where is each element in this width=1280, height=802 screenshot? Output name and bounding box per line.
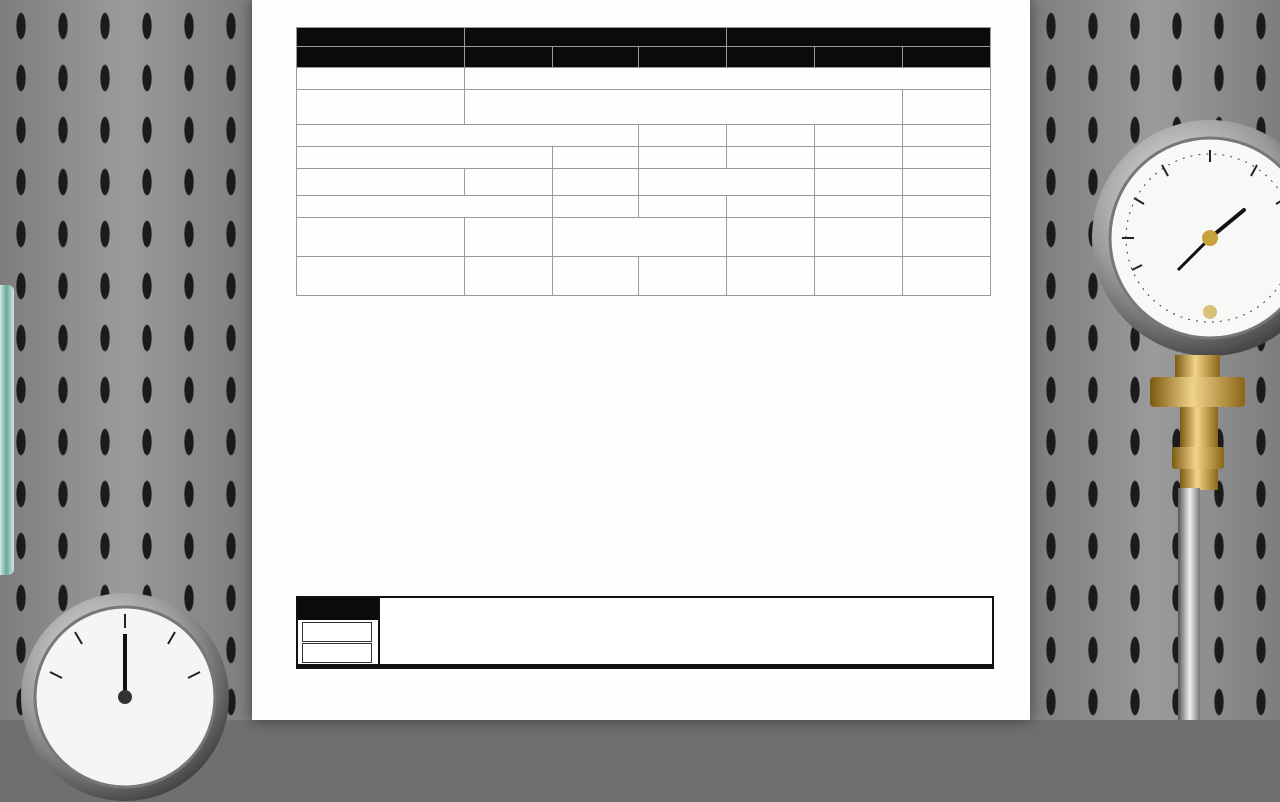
empty-cell [815, 196, 903, 218]
spec-sheet [252, 0, 1030, 720]
row-bc-c1 [465, 257, 553, 296]
empty-cell [903, 196, 991, 218]
fbaqe-c2 [553, 169, 639, 196]
legend-divider [378, 598, 380, 664]
sub-header [553, 47, 639, 68]
sub-header [727, 47, 815, 68]
row-bc-c3 [639, 257, 727, 296]
fbaqe-c3 [639, 169, 815, 196]
subgrid-label [297, 68, 465, 90]
section-a-label [297, 125, 639, 147]
empty-cell [553, 147, 639, 169]
subgrid-right-cell [903, 90, 991, 125]
legend-head [298, 598, 378, 620]
sub-header [465, 47, 553, 68]
spec-table [296, 27, 991, 296]
empty-cell [903, 147, 991, 169]
sub-header-blank [297, 47, 465, 68]
row-bb-c2 [553, 218, 727, 257]
empty-cell [727, 147, 815, 169]
empty-cell [815, 147, 903, 169]
empty-cell [903, 169, 991, 196]
row-bc-label [297, 257, 465, 296]
legend-code-box [302, 622, 372, 642]
empty-cell [727, 196, 815, 218]
row-bb-c1 [465, 218, 553, 257]
empty-cell [903, 257, 991, 296]
subgrid-top-row [465, 68, 991, 90]
fbaqe-label [297, 169, 465, 196]
subgrid-blank [297, 90, 465, 125]
row-bb-c3 [727, 218, 815, 257]
section-b-label [297, 147, 553, 169]
empty-cell [553, 196, 639, 218]
row-bb-c4 [815, 218, 903, 257]
section-b-right2 [903, 125, 991, 147]
row-bc-c4 [727, 257, 815, 296]
empty-cell [727, 125, 815, 147]
empty-cell [815, 169, 903, 196]
empty-cell [639, 196, 727, 218]
brass-fitting [1150, 355, 1245, 490]
glass-tube [0, 285, 14, 575]
legend-code-box [302, 643, 372, 663]
empty-cell [903, 218, 991, 257]
row-bc-c2 [553, 257, 639, 296]
group-header [727, 28, 991, 47]
sub-header [639, 47, 727, 68]
row-bb-label [297, 218, 465, 257]
section-c-label [297, 196, 553, 218]
subgrid-codes-cell [465, 90, 903, 125]
section-b-note [639, 147, 727, 169]
sub-header [903, 47, 991, 68]
sub-header [815, 47, 903, 68]
braided-hose [1178, 488, 1200, 720]
empty-cell [815, 257, 903, 296]
section-b-right [815, 125, 903, 147]
group-header [297, 28, 465, 47]
fbaqe-c1 [465, 169, 553, 196]
group-header [465, 28, 727, 47]
empty-cell [639, 125, 727, 147]
pressure-gauge-left [20, 592, 230, 802]
legend-box [296, 596, 994, 669]
pressure-gauge-right [1092, 120, 1280, 360]
